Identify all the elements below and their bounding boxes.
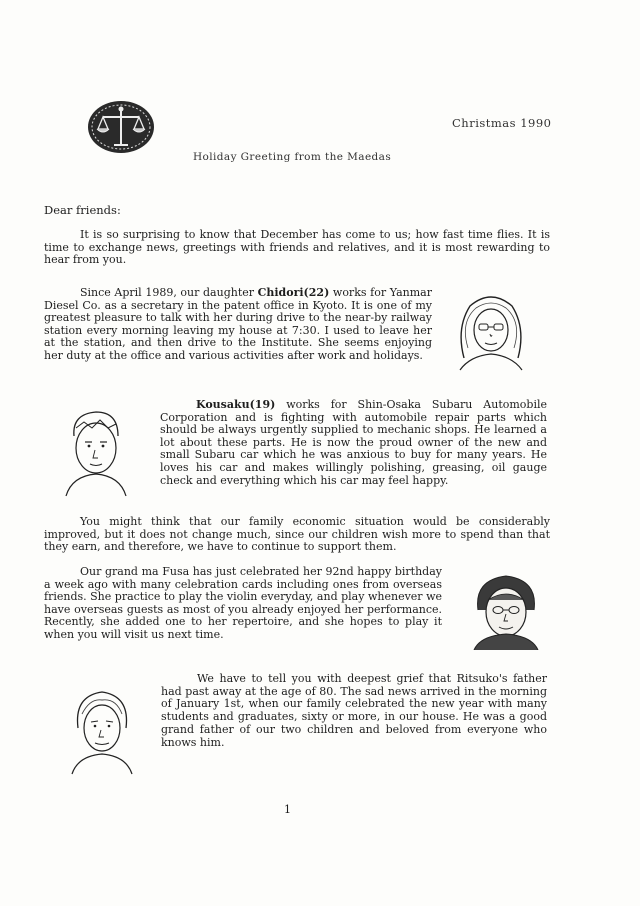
salutation: Dear friends: [44,203,121,217]
chidori-intro-text: Since April 1989, our daughter [80,286,258,299]
paragraph-grandma [44,566,442,642]
chidori-body-text: works for Yanmar Diesel Co. as a secretary in the patent office in Kyoto. It is one of my greatest pleasure to talk with her during drive to the near-by railway station every morning leaving my house at 7:30. I used to leave her at the station, and then drive to the Institute. She seems enjoying her duty at the office and various activities after work and holidays. [44,286,432,362]
paragraph-intro [44,229,550,267]
kousaku-name: Kousaku(19) [196,398,276,411]
paragraph-kousaku [160,399,547,487]
grandma-portrait-icon [466,570,546,650]
kousaku-body-text: works for Shin-Osaka Subaru Automobile Corporation and is fighting with automobile repair parts which should be always urgently supplied to mechanic shops. He learned a lot about these parts. He is now the proud owner of the new and small Subaru car which he was anxious to buy for many years. He loves his car and makes willingly polishing, greasing, oil gauge check and everything which his car may feel happy. [160,398,547,487]
letter-title: Holiday Greeting from the Maedas [193,151,392,163]
paragraph-economy [44,516,550,554]
chidori-portrait-icon [446,288,536,372]
paragraph-father [161,673,547,749]
chidori-name: Chidori(22) [257,286,330,299]
paragraph-intro-text: It is so surprising to know that December has come to us; how fast time flies. It is time to exchange news, greetings with friends and relatives, and it is most rewarding to hear from you. [44,228,550,267]
paragraph-economy-text: You might think that our family economic situation would be considerably improved, but it does not change much, since our children wish more to spend than that they earn, and therefore, we have to continue to support them. [44,515,550,554]
letter-date: Christmas 1990 [452,116,552,130]
paragraph-grandma-text: Our grand ma Fusa has just celebrated her 92nd happy birthday a week ago with many celebration cards including ones from overseas friends. She practice to play the violin everyday, and play whenever we have overseas guests as most of you already enjoyed her performance. Recently, she added one to her repertoire, and she hopes to play it when you will visit us next time. [44,565,442,641]
page-number: 1 [284,803,291,816]
kousaku-portrait-icon [56,406,136,498]
father-portrait-icon [64,684,140,776]
paragraph-chidori [44,287,432,362]
paragraph-father-text: We have to tell you with deepest grief that Ritsuko's father had past away at the age of 80. The sad news arrived in the morning of January 1st, when our family celebrated the new year with many students and graduates, sixty or more, in our house. He was a good grand father of our two children and beloved from everyone who knows him. [161,672,547,749]
scales-emblem-icon [86,99,156,155]
